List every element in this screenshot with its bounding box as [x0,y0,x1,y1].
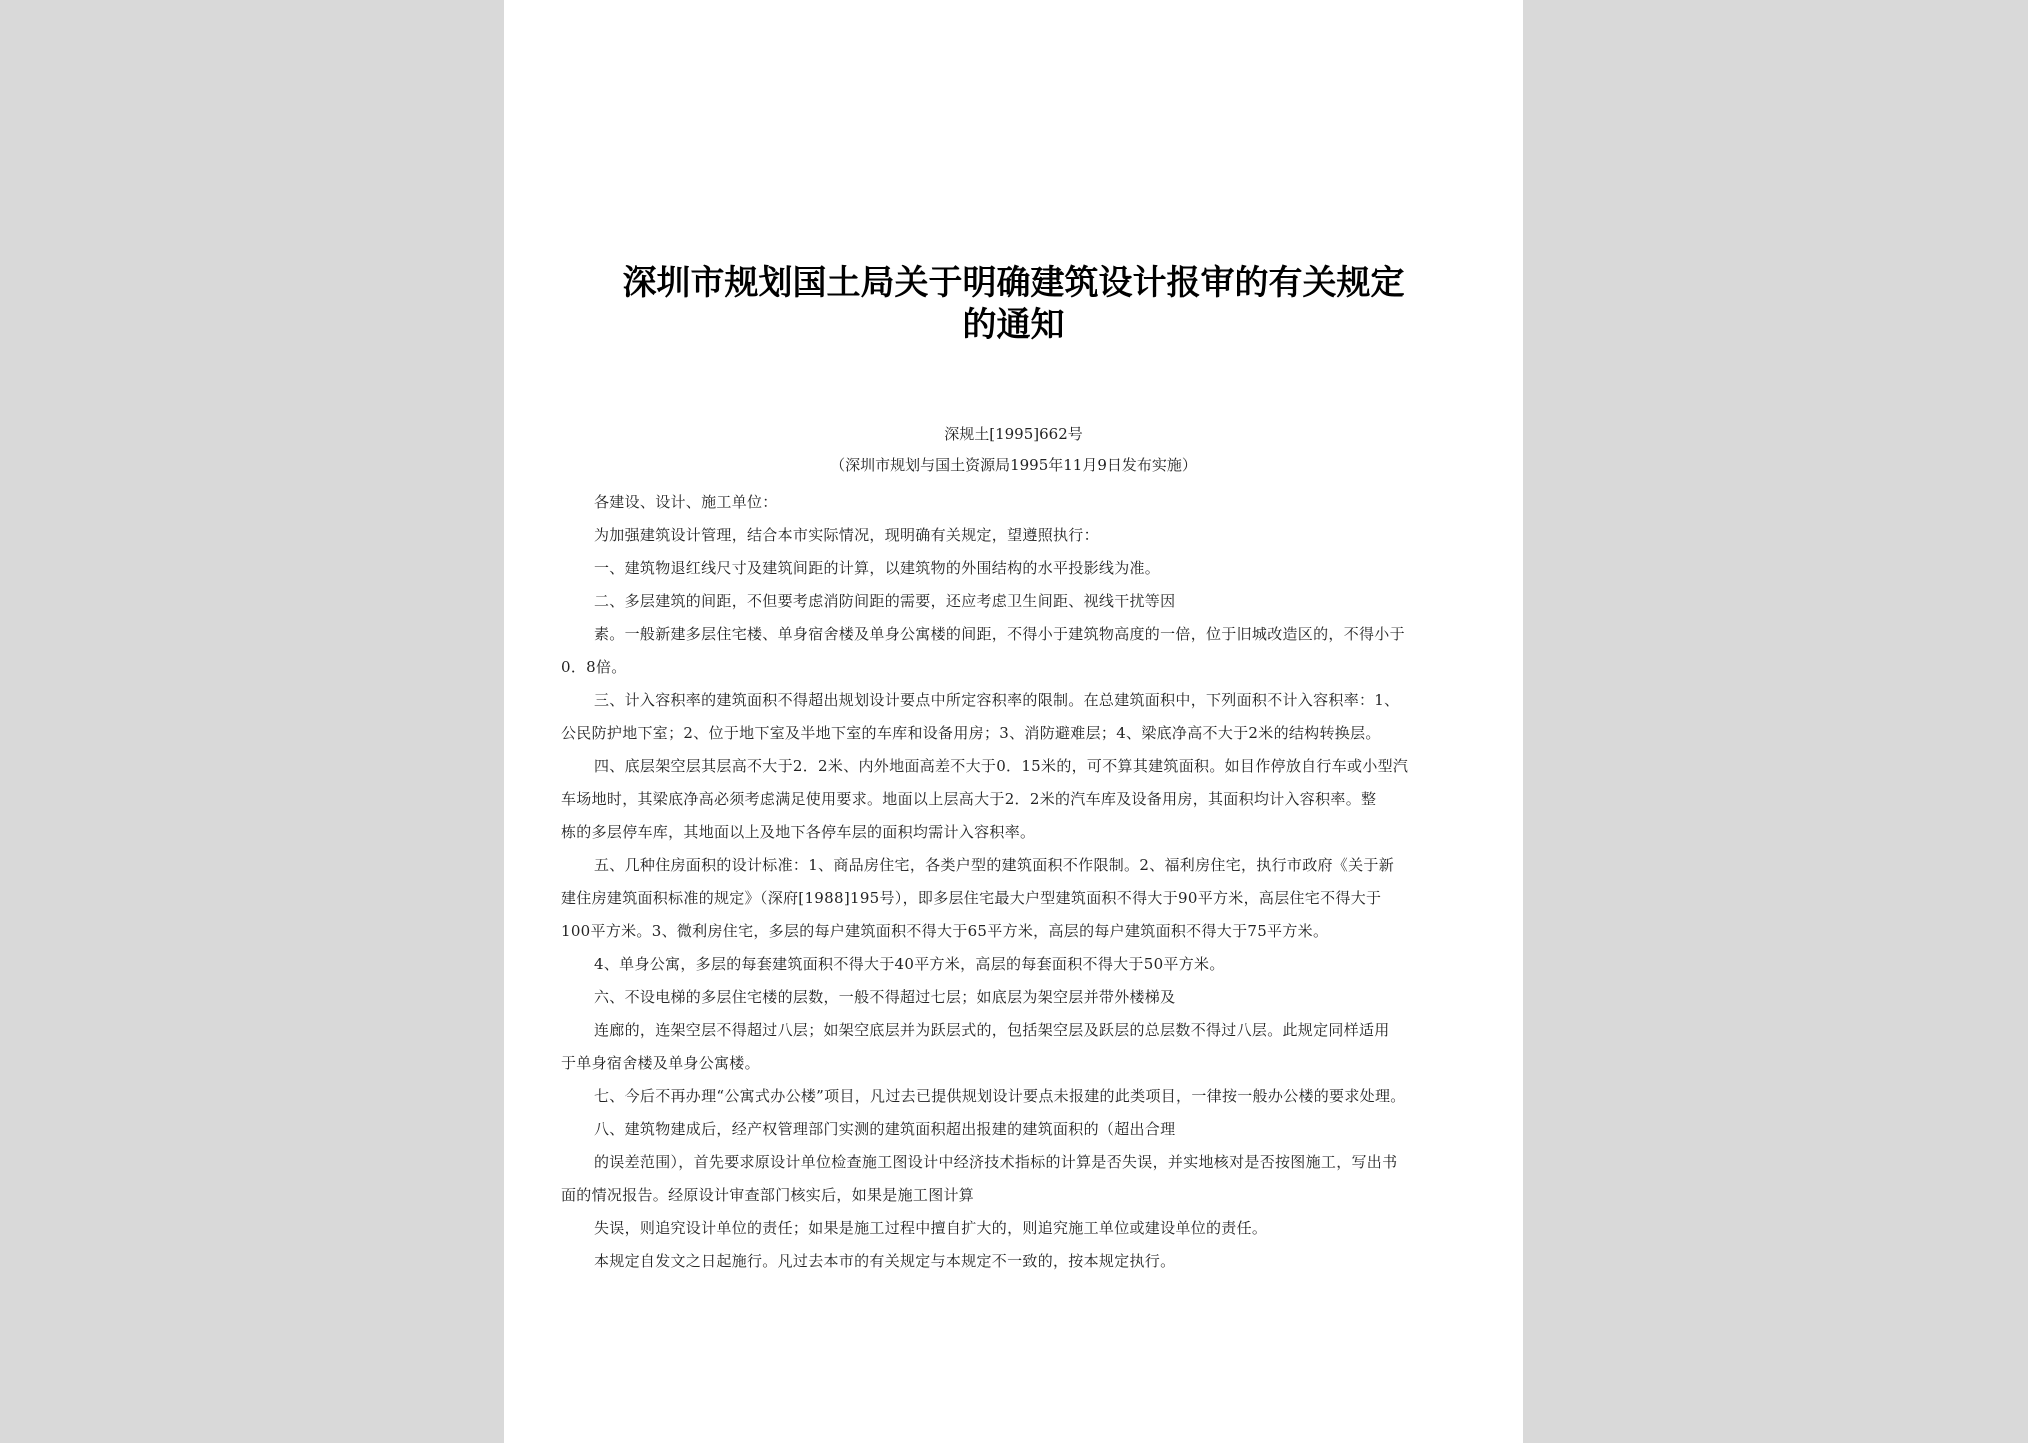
body-line: 本规定自发文之日起施行。凡过去本市的有关规定与本规定不一致的，按本规定执行。 [594,1252,1176,1270]
body-line: 一、建筑物退红线尺寸及建筑间距的计算，以建筑物的外围结构的水平投影线为准。 [594,559,1161,577]
body-line: 0．8倍。 [561,658,627,676]
body-line: 七、今后不再办理“公寓式办公楼”项目，凡过去已提供规划设计要点未报建的此类项目，一律按一般办公楼的要求处理。 [594,1087,1406,1105]
body-line: 失误，则追究设计单位的责任；如果是施工过程中擅自扩大的，则追究施工单位或建设单位的责任。 [594,1219,1268,1237]
body-line: 各建设、设计、施工单位： [594,493,778,511]
document-number: 深规土[1995]662号 [944,425,1083,443]
body-line: 五、几种住房面积的设计标准：1、商品房住宅，各类户型的建筑面积不作限制。2、福利房住宅，执行市政府《关于新 [594,856,1394,874]
document-page [504,0,1523,1443]
body-line: 连廊的，连架空层不得超过八层；如架空底层并为跃层式的，包括架空层及跃层的总层数不得过八层。此规定同样适用 [594,1021,1390,1039]
body-line: 4、单身公寓，多层的每套建筑面积不得大于40平方米，高层的每套面积不得大于50平方米。 [594,955,1225,973]
body-line: 的误差范围），首先要求原设计单位检查施工图设计中经济技术指标的计算是否失误，并实地核对是否按图施工，写出书 [594,1153,1398,1171]
body-line: 车场地时，其梁底净高必须考虑满足使用要求。地面以上层高大于2．2米的汽车库及设备用房，其面积均计入容积率。整 [561,790,1377,808]
body-line: 100平方米。3、微利房住宅，多层的每户建筑面积不得大于65平方米，高层的每户建筑面积不得大于75平方米。 [561,922,1329,940]
body-line: 公民防护地下室；2、位于地下室及半地下室的车库和设备用房；3、消防避难层；4、梁底净高不大于2米的结构转换层。 [561,724,1381,742]
body-line: 于单身宿舍楼及单身公寓楼。 [561,1054,760,1072]
body-line: 三、计入容积率的建筑面积不得超出规划设计要点中所定容积率的限制。在总建筑面积中，下列面积不计入容积率：1、 [594,691,1400,709]
body-line: 素。一般新建多层住宅楼、单身宿舍楼及单身公寓楼的间距，不得小于建筑物高度的一倍，位于旧城改造区的，不得小于 [594,625,1405,643]
body-line: 建住房建筑面积标准的规定》（深府[1988]195号），即多层住宅最大户型建筑面积不得大于90平方米，高层住宅不得大于 [561,889,1382,907]
document-title [594,262,1433,346]
issuer-line: （深圳市规划与国土资源局1995年11月9日发布实施） [830,456,1197,474]
title-line-1: 深圳市规划国土局关于明确建筑设计报审的有关规定 [622,263,1405,303]
body-line: 六、不设电梯的多层住宅楼的层数，一般不得超过七层；如底层为架空层并带外楼梯及 [594,988,1176,1006]
body-line: 八、建筑物建成后，经产权管理部门实测的建筑面积超出报建的建筑面积的（超出合理 [594,1120,1176,1138]
body-line: 面的情况报告。经原设计审查部门核实后，如果是施工图计算 [561,1186,975,1204]
body-line: 四、底层架空层其层高不大于2．2米、内外地面高差不大于0．15米的，可不算其建筑面积。如目作停放自行车或小型汽 [594,757,1409,775]
title-line-2: 的通知 [962,305,1065,345]
body-line: 二、多层建筑的间距，不但要考虑消防间距的需要，还应考虑卫生间距、视线干扰等因 [594,592,1176,610]
body-line: 栋的多层停车库，其地面以上及地下各停车层的面积均需计入容积率。 [561,823,1036,841]
body-line: 为加强建筑设计管理，结合本市实际情况，现明确有关规定，望遵照执行： [594,526,1099,544]
document-body [561,486,1461,1278]
